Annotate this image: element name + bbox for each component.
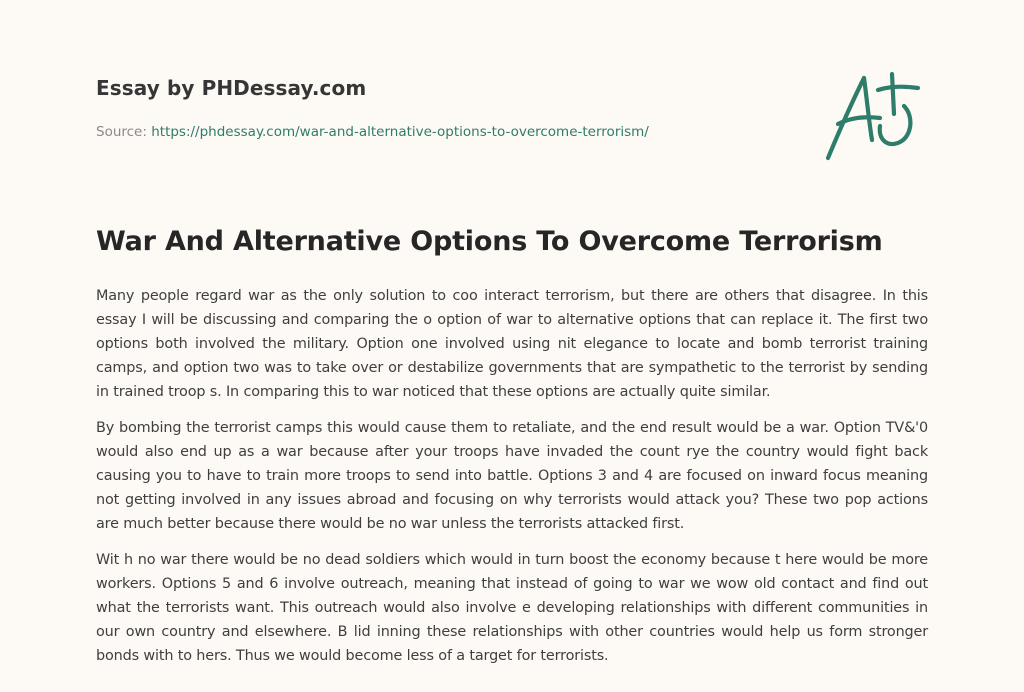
source-line <box>96 124 649 140</box>
source-label: Source: <box>96 124 147 140</box>
a-plus-grade-icon <box>820 66 930 166</box>
essay-paragraph: Many people regard war as the only solution to coo interact terrorism, but there are others that disagree. In this essay I will be discussing and comparing the o option of war to alternative options that can replace it. The first two options both involved the military. Option one involved using nit elegance to locate and bomb terrorist training camps, and option two was to take over or destabilize governments that are sympathetic to the terrorist by sending in trained troop s. In comparing this to war noticed that these options are actually quite similar. <box>96 288 928 400</box>
source-link[interactable]: https://phdessay.com/war-and-alternative-options-to-overcome-terrorism/ <box>151 124 649 140</box>
essay-paragraph: By bombing the terrorist camps this would cause them to retaliate, and the end result would be a war. Option TV&'0 would also end up as a war because after your troops have invaded the count rye the country would fight back causing you to have to train more troops to send into battle. Options 3 and 4 are focused on inward focus meaning not getting involved in any issues abroad and focusing on why terrorists would attack you? These two pop actions are much better because there would be no war unless the terrorists attacked first. <box>96 420 928 532</box>
essay-body <box>96 284 928 680</box>
essay-paragraph: Wit h no war there would be no dead soldiers which would in turn boost the economy because t here would be more workers. Options 5 and 6 involve outreach, meaning that instead of going to war we wow old contact and find out what the terrorists want. This outreach would also involve e developing relationships with different communities in our own country and elsewhere. B lid inning these relationships with other countries would help us form stronger bonds with to hers. Thus we would become less of a target for terrorists. <box>96 552 928 664</box>
site-title: Essay by PHDessay.com <box>96 76 367 100</box>
essay-title: War And Alternative Options To Overcome Terrorism <box>96 226 883 257</box>
